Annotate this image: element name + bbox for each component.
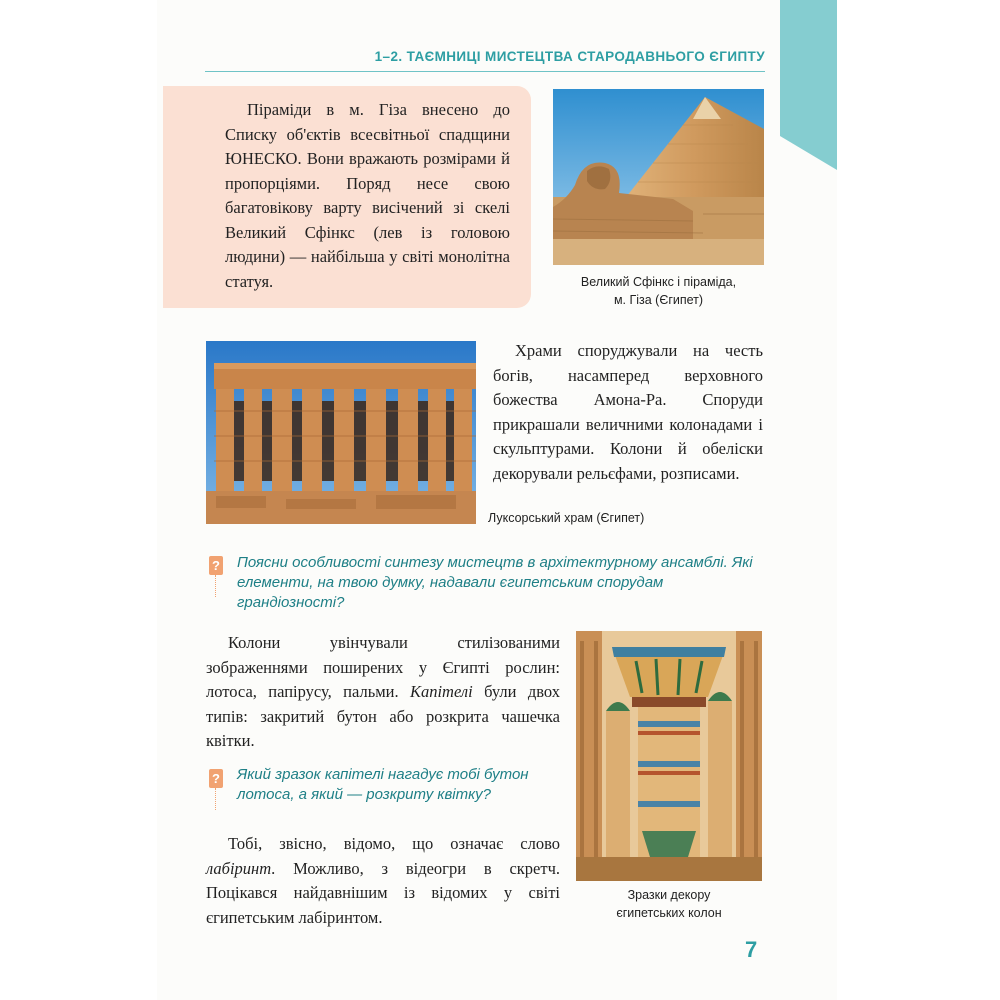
egyptian-columns-illustration [576, 631, 762, 881]
capitals-term: Капітелі [410, 682, 473, 701]
labyrinth-text-end: . Можливо, з відеогри в скретч. Поцікався найдавнішим із відомих у світі єгипетським лабіринтом. [206, 858, 560, 927]
columns-text-end: були двох типів: закритий бутон або розкрита чашечка квітки. [206, 682, 560, 750]
sphinx-caption-line1: Великий Сфінкс і піраміда, [580, 275, 737, 289]
sphinx-caption-line2: м. Гіза (Єгипет) [613, 293, 704, 307]
labyrinth-paragraph [206, 832, 560, 930]
question-icon-2: ? [209, 769, 223, 788]
columns-text-start: Колони увінчували стилізованими зображеннями поширених у Єгипті рослин: лотоса, папірусу, пальми. [206, 633, 560, 701]
labyrinth-term: лабіринт [206, 858, 272, 878]
columns-paragraph [206, 631, 560, 754]
columns-caption [576, 886, 762, 922]
labyrinth-text-start: Тобі, звісно, відомо, що означає слово [228, 834, 560, 853]
question-icon: ? [209, 556, 223, 575]
sphinx-caption [553, 273, 764, 309]
page-number: 7 [745, 937, 758, 962]
sphinx-pyramid-photo [553, 89, 764, 265]
info-callout [163, 86, 531, 308]
question-synthesis: Поясни особливості синтезу мистецтв в архітектурному ансамблі. Які елементи, на твою думку, надавали єгипетським спорудам грандіозності? [237, 554, 753, 611]
question-capital: Який зразок капітелі нагадує тобі бутон лотоса, а який — розкриту квітку? [237, 766, 529, 803]
columns-caption-line2: єгипетських колон [616, 906, 722, 920]
header-divider [205, 71, 765, 72]
columns-caption-line1: Зразки декору [627, 888, 711, 902]
luxor-caption: Луксорський храм (Єгипет) [488, 511, 645, 525]
page-header-title: 1–2. ТАЄМНИЦІ МИСТЕЦТВА СТАРОДАВНЬОГО ЄГИПТУ [374, 49, 765, 64]
temples-paragraph: Храми споруджували на честь богів, насамперед верховного божества Амона-Ра. Споруди прикрашали величними колонадами і скульптурами. Колони й обеліски декорували рельєфами, розписами. [493, 341, 763, 483]
luxor-temple-photo [206, 341, 476, 524]
callout-text: Піраміди в м. Гіза внесено до Списку об'єктів всесвітньої спадщини ЮНЕСКО. Вони вражають розмірами й пропорціями. Поряд несе свою багатовікову варту висічений зі скелі Великий Сфінкс (лев із головою людини) — найбільша у світі монолітна статуя. [225, 100, 510, 291]
